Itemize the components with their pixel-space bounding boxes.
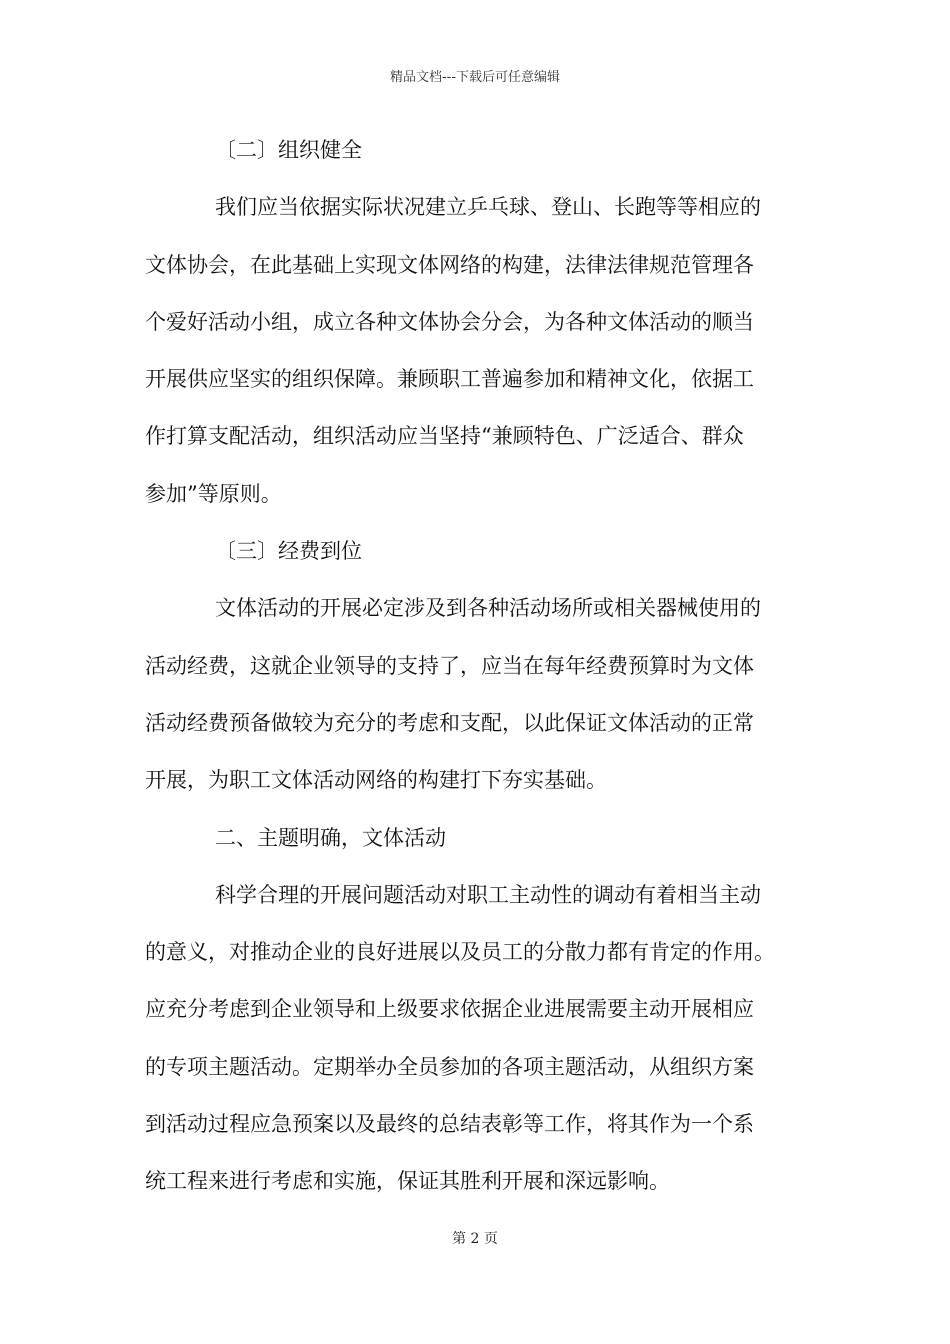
section-heading: 二、主题明确，文体活动	[215, 825, 446, 850]
paragraph-line: 我们应当依据实际状况建立乒乓球、登山、长跑等等相应的	[215, 195, 761, 220]
paragraph-line: 到活动过程应急预案以及最终的总结表彰等工作，将其作为一个系	[145, 1112, 754, 1137]
paragraph-line: 科学合理的开展问题活动对职工主动性的调动有着相当主动	[215, 882, 761, 907]
paragraph-line: 开展，为职工文体活动网络的构建打下夯实基础。	[145, 768, 607, 793]
paragraph-line: 参加”等原则。	[145, 481, 282, 506]
paragraph-line: 的意义，对推动企业的良好进展以及员工的分散力都有肯定的作用。	[145, 940, 775, 965]
paragraph-line: 活动经费预备做较为充分的考虑和支配，以此保证文体活动的正常	[145, 710, 754, 735]
paragraph-line: 文体活动的开展必定涉及到各种活动场所或相关器械使用的	[215, 596, 761, 621]
section-heading: 〔二〕组织健全	[215, 138, 362, 162]
paragraph-line: 统工程来进行考虑和实施，保证其胜利开展和深远影响。	[145, 1169, 670, 1194]
paragraph-line: 个爱好活动小组，成立各种文体协会分会，为各种文体活动的顺当	[145, 309, 754, 334]
paragraph-line: 开展供应坚实的组织保障。兼顾职工普遍参加和精神文化，依据工	[145, 367, 754, 392]
document-body	[145, 122, 815, 1211]
paragraph-line: 的专项主题活动。定期举办全员参加的各项主题活动，从组织方案	[145, 1054, 754, 1079]
paragraph-line: 文体协会，在此基础上实现文体网络的构建，法律法律规范管理各	[145, 252, 754, 277]
page-header: 精品文档---下载后可任意编辑	[389, 70, 561, 85]
page-number: 第 2 页	[452, 1231, 498, 1247]
paragraph-line: 活动经费，这就企业领导的支持了，应当在每年经费预算时为文体	[145, 653, 754, 678]
paragraph-line: 应充分考虑到企业领导和上级要求依据企业进展需要主动开展相应	[145, 997, 754, 1022]
paragraph-line: 作打算支配活动，组织活动应当坚持“兼顾特色、广泛适合、群众	[145, 424, 744, 449]
section-heading: 〔三〕经费到位	[215, 539, 362, 564]
